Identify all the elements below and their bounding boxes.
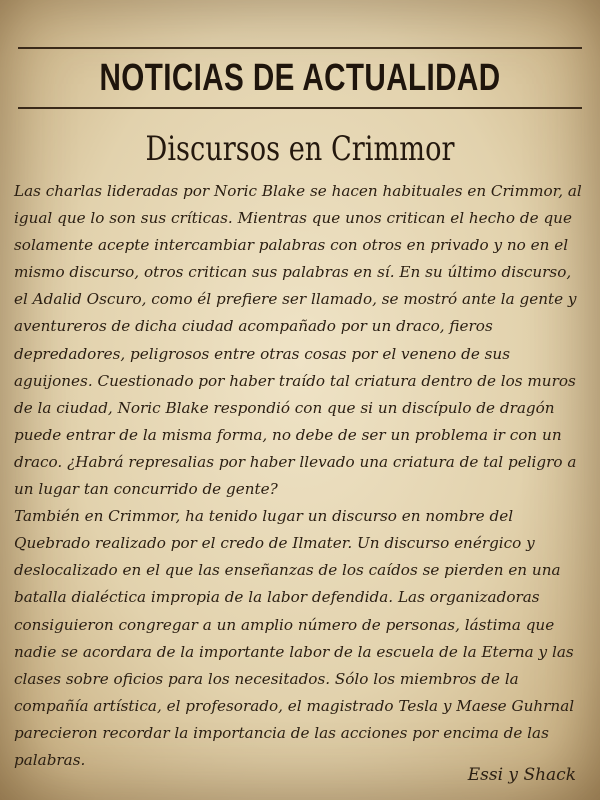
header-top-rule xyxy=(18,47,582,49)
article-signature: Essi y Shack xyxy=(467,765,576,785)
article-paragraph-1: Las charlas lideradas por Noric Blake se hacen habituales en Crimmor, al igual que lo son sus críticas. Mientras que unos critican el hecho de que solamente acepte intercambiar palabras con otros en privado y no en el mismo discurso, otros critican sus palabras en sí. En su último discurso, el Adalid Oscuro, como él prefiere ser llamado, se mostró ante la gente y aventureros de dicha ciudad acompañado por un draco, fieros depredadores, peligrosos entre otras cosas por el veneno de sus aguijones. Cuestionado por haber traído tal criatura dentro de los muros de la ciudad, Noric Blake respondió con que si un discípulo de dragón puede entrar de la misma forma, no debe de ser un problema ir con un draco. ¿Habrá represalias por haber llevado una criatura de tal peligro a un lugar tan concurrido de gente? xyxy=(14,182,582,499)
article-body xyxy=(14,178,586,774)
section-title: NOTICIAS DE ACTUALIDAD xyxy=(99,57,501,99)
article-title: Discursos en Crimmor xyxy=(145,129,455,169)
header-bottom-rule xyxy=(18,107,582,109)
article-paragraph-2: También en Crimmor, ha tenido lugar un discurso en nombre del Quebrado realizado por el credo de Ilmater. Un discurso enérgico y deslocalizado en el que las enseñanzas de los caídos se pierden en una batalla dialéctica impropia de la labor defendida. Las organizadoras consiguieron congregar a un amplio número de personas, lástima que nadie se acordara de la importante labor de la escuela de la Eterna y las clases sobre oficios para los necesitados. Sólo los miembros de la compañía artística, el profesorado, el magistrado Tesla y Maese Guhrnal parecieron recordar la importancia de las acciones por encima de las palabras. xyxy=(14,507,575,769)
